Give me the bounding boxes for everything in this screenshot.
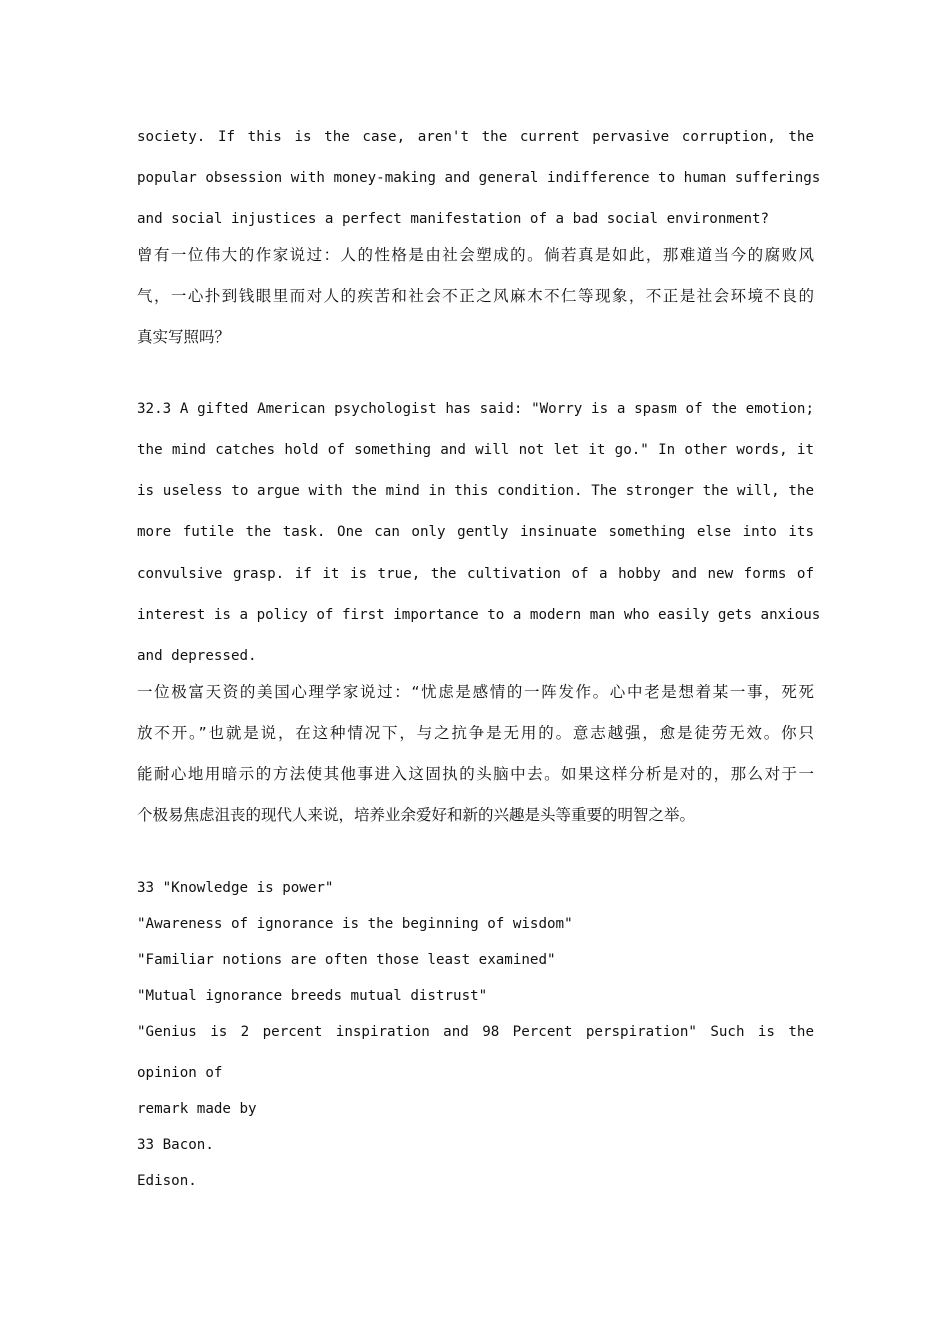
paragraph-31-en-line-2: popular obsession with money-making and general indifference to human sufferings bbox=[137, 170, 821, 186]
paragraph-31-zh-line-2: 气，一心扑到钱眼里而对人的疾苦和社会不正之风麻木不仁等现象，不正是社会环境不良的 bbox=[137, 287, 814, 305]
section-33-line-5: "Genius is 2 percent inspiration and 98 Percent perspiration" Such is the bbox=[137, 1024, 814, 1040]
paragraph-31-en-line-1: society. If this is the case, aren't the current pervasive corruption, the bbox=[137, 129, 814, 145]
section-33-line-8: 33 Bacon. bbox=[137, 1137, 214, 1153]
paragraph-32-3-zh-line-3: 能耐心地用暗示的方法使其他事进入这固执的头脑中去。如果这样分析是对的，那么对于一 bbox=[137, 765, 814, 783]
section-33-line-6: opinion of bbox=[137, 1065, 223, 1081]
paragraph-32-3-en-line-2: the mind catches hold of something and will not let it go." In other words, it bbox=[137, 442, 814, 458]
section-33-line-3: "Familiar notions are often those least examined" bbox=[137, 952, 556, 968]
section-33-line-2: "Awareness of ignorance is the beginning of wisdom" bbox=[137, 916, 573, 932]
section-33-line-7: remark made by bbox=[137, 1101, 257, 1117]
paragraph-32-3-en-line-3: is useless to argue with the mind in this condition. The stronger the will, the bbox=[137, 483, 814, 499]
paragraph-31-zh-line-3: 真实写照吗？ bbox=[137, 328, 231, 346]
paragraph-31-zh-line-1: 曾有一位伟大的作家说过：人的性格是由社会塑成的。倘若真是如此，那难道当今的腐败风 bbox=[137, 246, 814, 264]
paragraph-32-3-en-line-7: and depressed. bbox=[137, 648, 257, 664]
paragraph-32-3-zh-line-4: 个极易焦虑沮丧的现代人来说，培养业余爱好和新的兴趣是头等重要的明智之举。 bbox=[137, 806, 696, 824]
paragraph-32-3-en-line-5: convulsive grasp. if it is true, the cultivation of a hobby and new forms of bbox=[137, 566, 814, 582]
paragraph-32-3-zh-line-1: 一位极富天资的美国心理学家说过：“忧虑是感情的一阵发作。心中老是想着某一事，死死 bbox=[137, 683, 814, 701]
paragraph-32-3-zh-line-2: 放不开。”也就是说，在这种情况下，与之抗争是无用的。意志越强，愈是徒劳无效。你只 bbox=[137, 724, 814, 742]
section-33-line-9: Edison. bbox=[137, 1173, 197, 1189]
paragraph-32-3-en-line-4: more futile the task. One can only gently insinuate something else into its bbox=[137, 524, 814, 540]
paragraph-32-3-en-line-6: interest is a policy of first importance to a modern man who easily gets anxious bbox=[137, 607, 821, 623]
paragraph-31-en-line-3: and social injustices a perfect manifestation of a bad social environment? bbox=[137, 211, 770, 227]
section-33-line-1: 33 "Knowledge is power" bbox=[137, 880, 334, 896]
paragraph-32-3-en-line-1: 32.3 A gifted American psychologist has said: "Worry is a spasm of the emotion; bbox=[137, 401, 814, 417]
section-33-line-4: "Mutual ignorance breeds mutual distrust" bbox=[137, 988, 488, 1004]
